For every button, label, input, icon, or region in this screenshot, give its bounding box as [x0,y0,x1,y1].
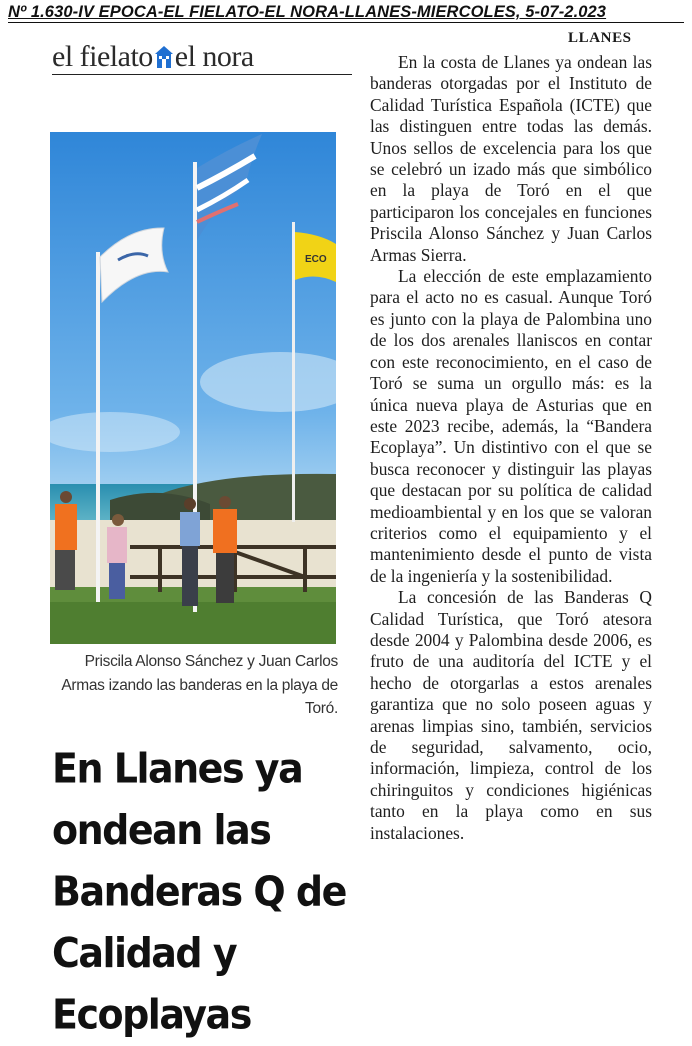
section-tag: LLANES [568,30,632,46]
masthead-logo [52,34,352,75]
body-paragraph-3: La concesión de las Banderas Q Calidad Turística, que Toró atesora desde 2004 y Palombina desde 2006, es fruto de una auditoría del ICTE y el hecho de otorgarlas a estos arenales garantiza que no solo poseen aguas y arenas limpias sino, también, servicios de seguridad, salvamento, ocio, información, limpieza, control de los chiringuitos y condiciones higiénicas tanto en la playa como en sus instalaciones. [370,587,652,843]
dateline: Nº 1.630-IV EPOCA-EL FIELATO-EL NORA-LLANES-MIERCOLES, 5-07-2.023 [8,2,684,23]
headline: En Llanes ya ondean las Banderas Q de Calidad y Ecoplayas [52,744,346,1039]
body-paragraph-1: En la costa de Llanes ya ondean las banderas otorgadas por el Instituto de Calidad Turística Española (ICTE) que las distinguen entre todas las demás. Unos sellos de excelencia para los que se celebró un izado más que simbólico en la playa de Toró en el que participaron los concejales en funciones Priscila Alonso Sánchez y Juan Carlos Armas Sierra. [370,52,652,265]
house-icon [154,44,174,70]
photo-caption: Priscila Alonso Sánchez y Juan Carlos Armas izando las banderas en la playa de Toró. [61,653,338,717]
masthead-right: el nora [174,40,254,73]
article-body [370,52,652,844]
body-paragraph-2: La elección de este emplazamiento para el acto no es casual. Aunque Toró es junto con la playa de Palombina uno de los dos arenales llaniscos en contar con este reconocimiento, en el caso de Toró se suma un orgullo más: es la única nueva playa de Asturias que en este 2023 recibe, además, la “Bandera Ecoplaya”. Un distintivo con el que se busca reconocer y distinguir las playas que destacan por su política de calidad medioambiental y en los que se valoran criterios como el equipamiento y el mantenimiento desde el punto de vista de la ingeniería y la sostenibilidad. [370,266,652,586]
svg-text:ECO: ECO [305,254,327,265]
masthead-left: el fielato [52,40,153,73]
article-photo [50,132,336,644]
